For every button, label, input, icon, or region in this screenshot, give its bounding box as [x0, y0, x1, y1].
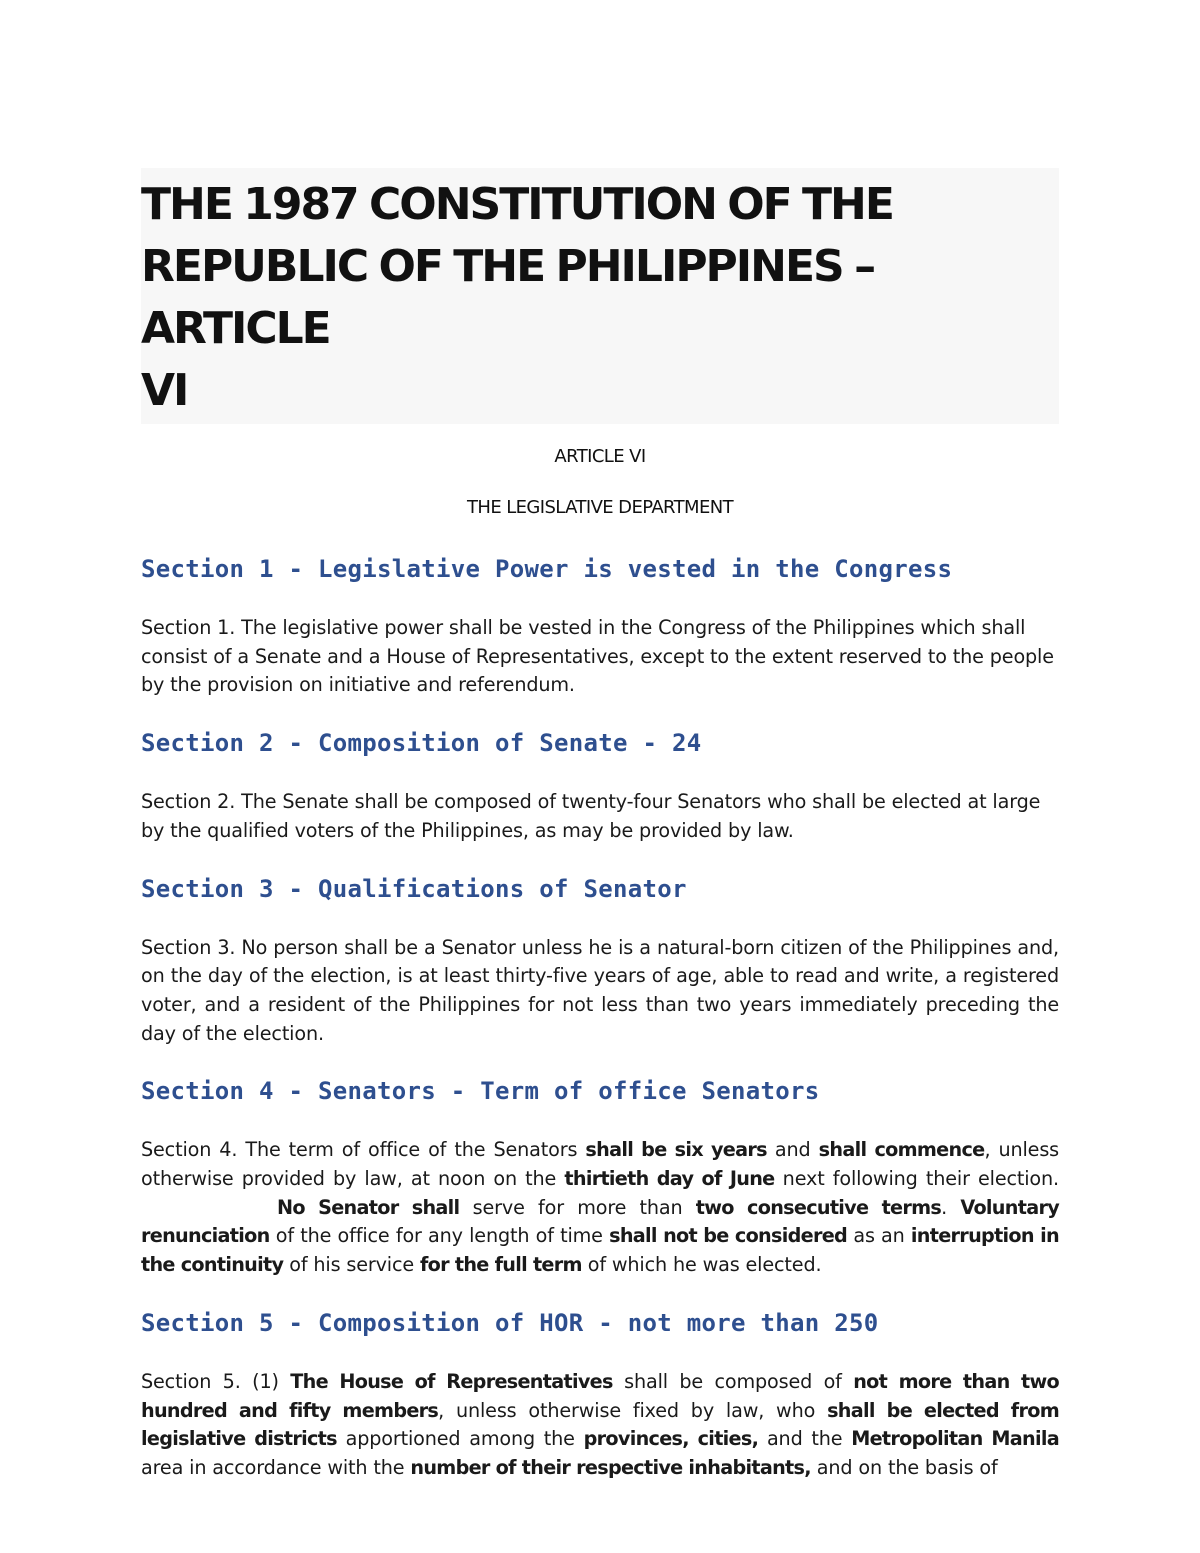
bold-run: shall be elected from legislative districts — [141, 1398, 1059, 1451]
bold-run: shall not be considered — [609, 1224, 848, 1248]
bold-run: not more than two hundred and fifty members — [141, 1369, 1059, 1422]
bold-run: interruption in the continuity — [141, 1224, 1059, 1277]
text-run: area in accordance with the — [141, 1455, 411, 1479]
text-run: next following their election. — [774, 1167, 1059, 1191]
text-run: , unless otherwise fixed by law, who — [438, 1398, 828, 1422]
section-3-heading: Section 3 - Qualifications of Senator — [141, 874, 687, 903]
bold-run: shall be six years — [585, 1138, 767, 1162]
document-title — [141, 174, 1059, 422]
section-4-body — [141, 1136, 1059, 1280]
bold-run: shall commence — [818, 1138, 985, 1162]
text-run: of his service — [283, 1253, 420, 1277]
bold-run: provinces, cities, — [583, 1427, 759, 1451]
section-2-body: Section 2. The Senate shall be composed of twenty-four Senators who shall be elected at large by the qualified voters of the Philippines, as may be provided by law. — [141, 790, 1041, 842]
title-line-1: THE 1987 CONSTITUTION OF THE — [141, 179, 893, 230]
text-run: of the office for any length of time — [269, 1224, 610, 1248]
text-run: Section 4. The term of office of the Senators — [141, 1138, 586, 1162]
document-page — [141, 168, 1059, 1483]
section-3-body: Section 3. No person shall be a Senator unless he is a natural-born citizen of the Philippines and, on the day of the election, is at least thirty-five years of age, able to read and write, a registered voter, and a resident of the Philippines for not less than two years immediately preceding the day of the election. — [141, 935, 1059, 1045]
article-label: ARTICLE VI — [554, 446, 646, 467]
section-5-body — [141, 1368, 1059, 1483]
text-run: . — [941, 1195, 961, 1219]
section-1-body: Section 1. The legislative power shall be vested in the Congress of the Philippines which shall consist of a Senate and a House of Representatives, except to the extent reserved to the people by the provision on initiative and referendum. — [141, 616, 1054, 697]
bold-run: No Senator shall — [277, 1195, 460, 1219]
section-1-heading: Section 1 - Legislative Power is vested in the Congress — [141, 555, 953, 583]
text-run: , unless otherwise provided by law, at noon on the — [141, 1138, 1060, 1191]
section-4-heading: Section 4 - Senators - Term of office Senators — [141, 1077, 820, 1106]
title-block — [141, 168, 1059, 424]
bold-run: The House of Representatives — [290, 1369, 613, 1393]
bold-run: thirtieth day of June — [564, 1167, 775, 1191]
text-run: serve for more than — [459, 1195, 696, 1219]
bold-run: for the full term — [420, 1253, 582, 1277]
section-5-heading: Section 5 - Composition of HOR - not more than 250 — [141, 1308, 879, 1337]
section-2-heading: Section 2 - Composition of Senate - 24 — [141, 729, 702, 758]
text-run: and the — [758, 1427, 852, 1451]
text-run: of which he was elected. — [581, 1253, 822, 1277]
title-line-3: VI — [141, 365, 188, 416]
title-line-2: REPUBLIC OF THE PHILIPPINES – ARTICLE — [141, 241, 875, 354]
bold-run: two consecutive terms — [695, 1195, 942, 1219]
department-label: THE LEGISLATIVE DEPARTMENT — [467, 497, 733, 518]
text-run: and — [766, 1138, 819, 1162]
text-run: shall be composed of — [612, 1369, 854, 1393]
bold-run: number of their respective inhabitants, — [410, 1455, 811, 1479]
text-run: apportioned among the — [336, 1427, 584, 1451]
text-run: and on the basis of — [810, 1455, 998, 1479]
text-run: as an — [847, 1224, 911, 1248]
bold-run: Metropolitan Manila — [851, 1427, 1059, 1451]
text-run: Section 5. (1) — [141, 1369, 291, 1393]
bold-run: Voluntary renunciation — [141, 1195, 1060, 1248]
